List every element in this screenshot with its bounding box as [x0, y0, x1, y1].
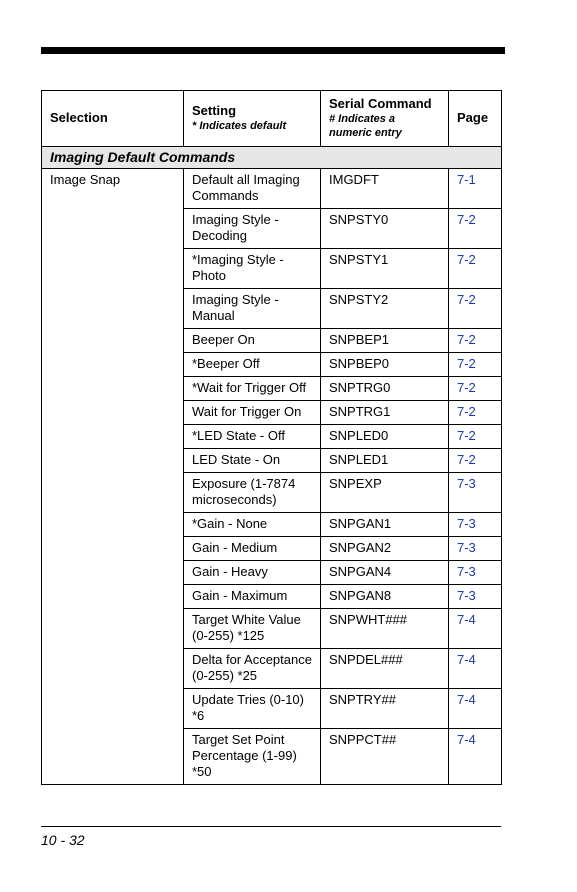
command-cell: SNPBEP0 [321, 353, 449, 377]
page-link[interactable]: 7-1 [457, 172, 476, 187]
setting-cell: Default all Imaging Commands [184, 169, 321, 209]
setting-cell: *LED State - Off [184, 425, 321, 449]
header-serial-note: # Indicates a numeric entry [329, 113, 402, 139]
page-cell [449, 449, 502, 473]
command-cell: SNPTRY## [321, 689, 449, 729]
page-cell [449, 209, 502, 249]
command-cell: SNPSTY1 [321, 249, 449, 289]
page-cell [449, 169, 502, 209]
page-link[interactable]: 7-3 [457, 564, 476, 579]
page-link[interactable]: 7-2 [457, 212, 476, 227]
page-link[interactable]: 7-3 [457, 516, 476, 531]
command-cell: SNPEXP [321, 473, 449, 513]
setting-cell: Delta for Acceptance (0-255) *25 [184, 649, 321, 689]
command-cell: IMGDFT [321, 169, 449, 209]
command-cell: SNPDEL### [321, 649, 449, 689]
page-cell [449, 289, 502, 329]
page-link[interactable]: 7-2 [457, 380, 476, 395]
header-setting-label: Setting [192, 103, 237, 118]
setting-cell: Target Set Point Percentage (1-99) *50 [184, 729, 321, 785]
setting-cell: *Gain - None [184, 513, 321, 537]
command-cell: SNPGAN4 [321, 561, 449, 585]
setting-cell: Exposure (1-7874 microseconds) [184, 473, 321, 513]
page-link[interactable]: 7-2 [457, 356, 476, 371]
page-link[interactable]: 7-2 [457, 292, 476, 307]
page-link[interactable]: 7-3 [457, 540, 476, 555]
header-selection: Selection [42, 91, 184, 147]
page-cell [449, 353, 502, 377]
setting-cell: *Wait for Trigger Off [184, 377, 321, 401]
command-cell: SNPGAN1 [321, 513, 449, 537]
page-cell [449, 425, 502, 449]
command-table [41, 90, 502, 785]
page-link[interactable]: 7-4 [457, 652, 476, 667]
page-cell [449, 729, 502, 785]
page-link[interactable]: 7-4 [457, 732, 476, 747]
setting-cell: Gain - Maximum [184, 585, 321, 609]
page-cell [449, 401, 502, 425]
page-cell [449, 609, 502, 649]
header-page: Page [449, 91, 502, 147]
table-header-row [42, 91, 502, 147]
header-setting [184, 91, 321, 147]
command-cell: SNPTRG1 [321, 401, 449, 425]
page-cell [449, 561, 502, 585]
setting-cell: Imaging Style - Manual [184, 289, 321, 329]
command-cell: SNPWHT### [321, 609, 449, 649]
command-cell: SNPLED1 [321, 449, 449, 473]
setting-cell: Gain - Medium [184, 537, 321, 561]
page-link[interactable]: 7-2 [457, 332, 476, 347]
page-link[interactable]: 7-2 [457, 252, 476, 267]
command-cell: SNPGAN2 [321, 537, 449, 561]
setting-cell: LED State - On [184, 449, 321, 473]
selection-cell: Image Snap [42, 169, 184, 785]
section-row [42, 147, 502, 169]
page-cell [449, 585, 502, 609]
page-cell [449, 689, 502, 729]
page-link[interactable]: 7-3 [457, 588, 476, 603]
page-link[interactable]: 7-2 [457, 452, 476, 467]
page-link[interactable]: 7-4 [457, 612, 476, 627]
page-link[interactable]: 7-4 [457, 692, 476, 707]
command-cell: SNPBEP1 [321, 329, 449, 353]
command-cell: SNPLED0 [321, 425, 449, 449]
command-cell: SNPSTY0 [321, 209, 449, 249]
setting-cell: *Beeper Off [184, 353, 321, 377]
section-title: Imaging Default Commands [42, 147, 502, 169]
header-setting-note: * Indicates default [192, 120, 287, 132]
setting-cell: Target White Value (0-255) *125 [184, 609, 321, 649]
page-cell [449, 649, 502, 689]
page-link[interactable]: 7-3 [457, 476, 476, 491]
footer-rule [41, 826, 501, 827]
setting-cell: Beeper On [184, 329, 321, 353]
page-cell [449, 377, 502, 401]
page-cell [449, 537, 502, 561]
page-cell [449, 513, 502, 537]
command-cell: SNPSTY2 [321, 289, 449, 329]
page-cell [449, 249, 502, 289]
page-cell [449, 473, 502, 513]
setting-cell: Wait for Trigger On [184, 401, 321, 425]
page-link[interactable]: 7-2 [457, 428, 476, 443]
page-number: 10 - 32 [41, 832, 85, 848]
header-serial-label: Serial Command [329, 96, 432, 111]
page-link[interactable]: 7-2 [457, 404, 476, 419]
setting-cell: *Imaging Style - Photo [184, 249, 321, 289]
command-cell: SNPPCT## [321, 729, 449, 785]
header-serial [321, 91, 449, 147]
page-cell [449, 329, 502, 353]
command-cell: SNPGAN8 [321, 585, 449, 609]
setting-cell: Update Tries (0-10) *6 [184, 689, 321, 729]
command-cell: SNPTRG0 [321, 377, 449, 401]
table-row [42, 169, 502, 209]
top-rule [41, 47, 505, 54]
setting-cell: Imaging Style - Decoding [184, 209, 321, 249]
setting-cell: Gain - Heavy [184, 561, 321, 585]
